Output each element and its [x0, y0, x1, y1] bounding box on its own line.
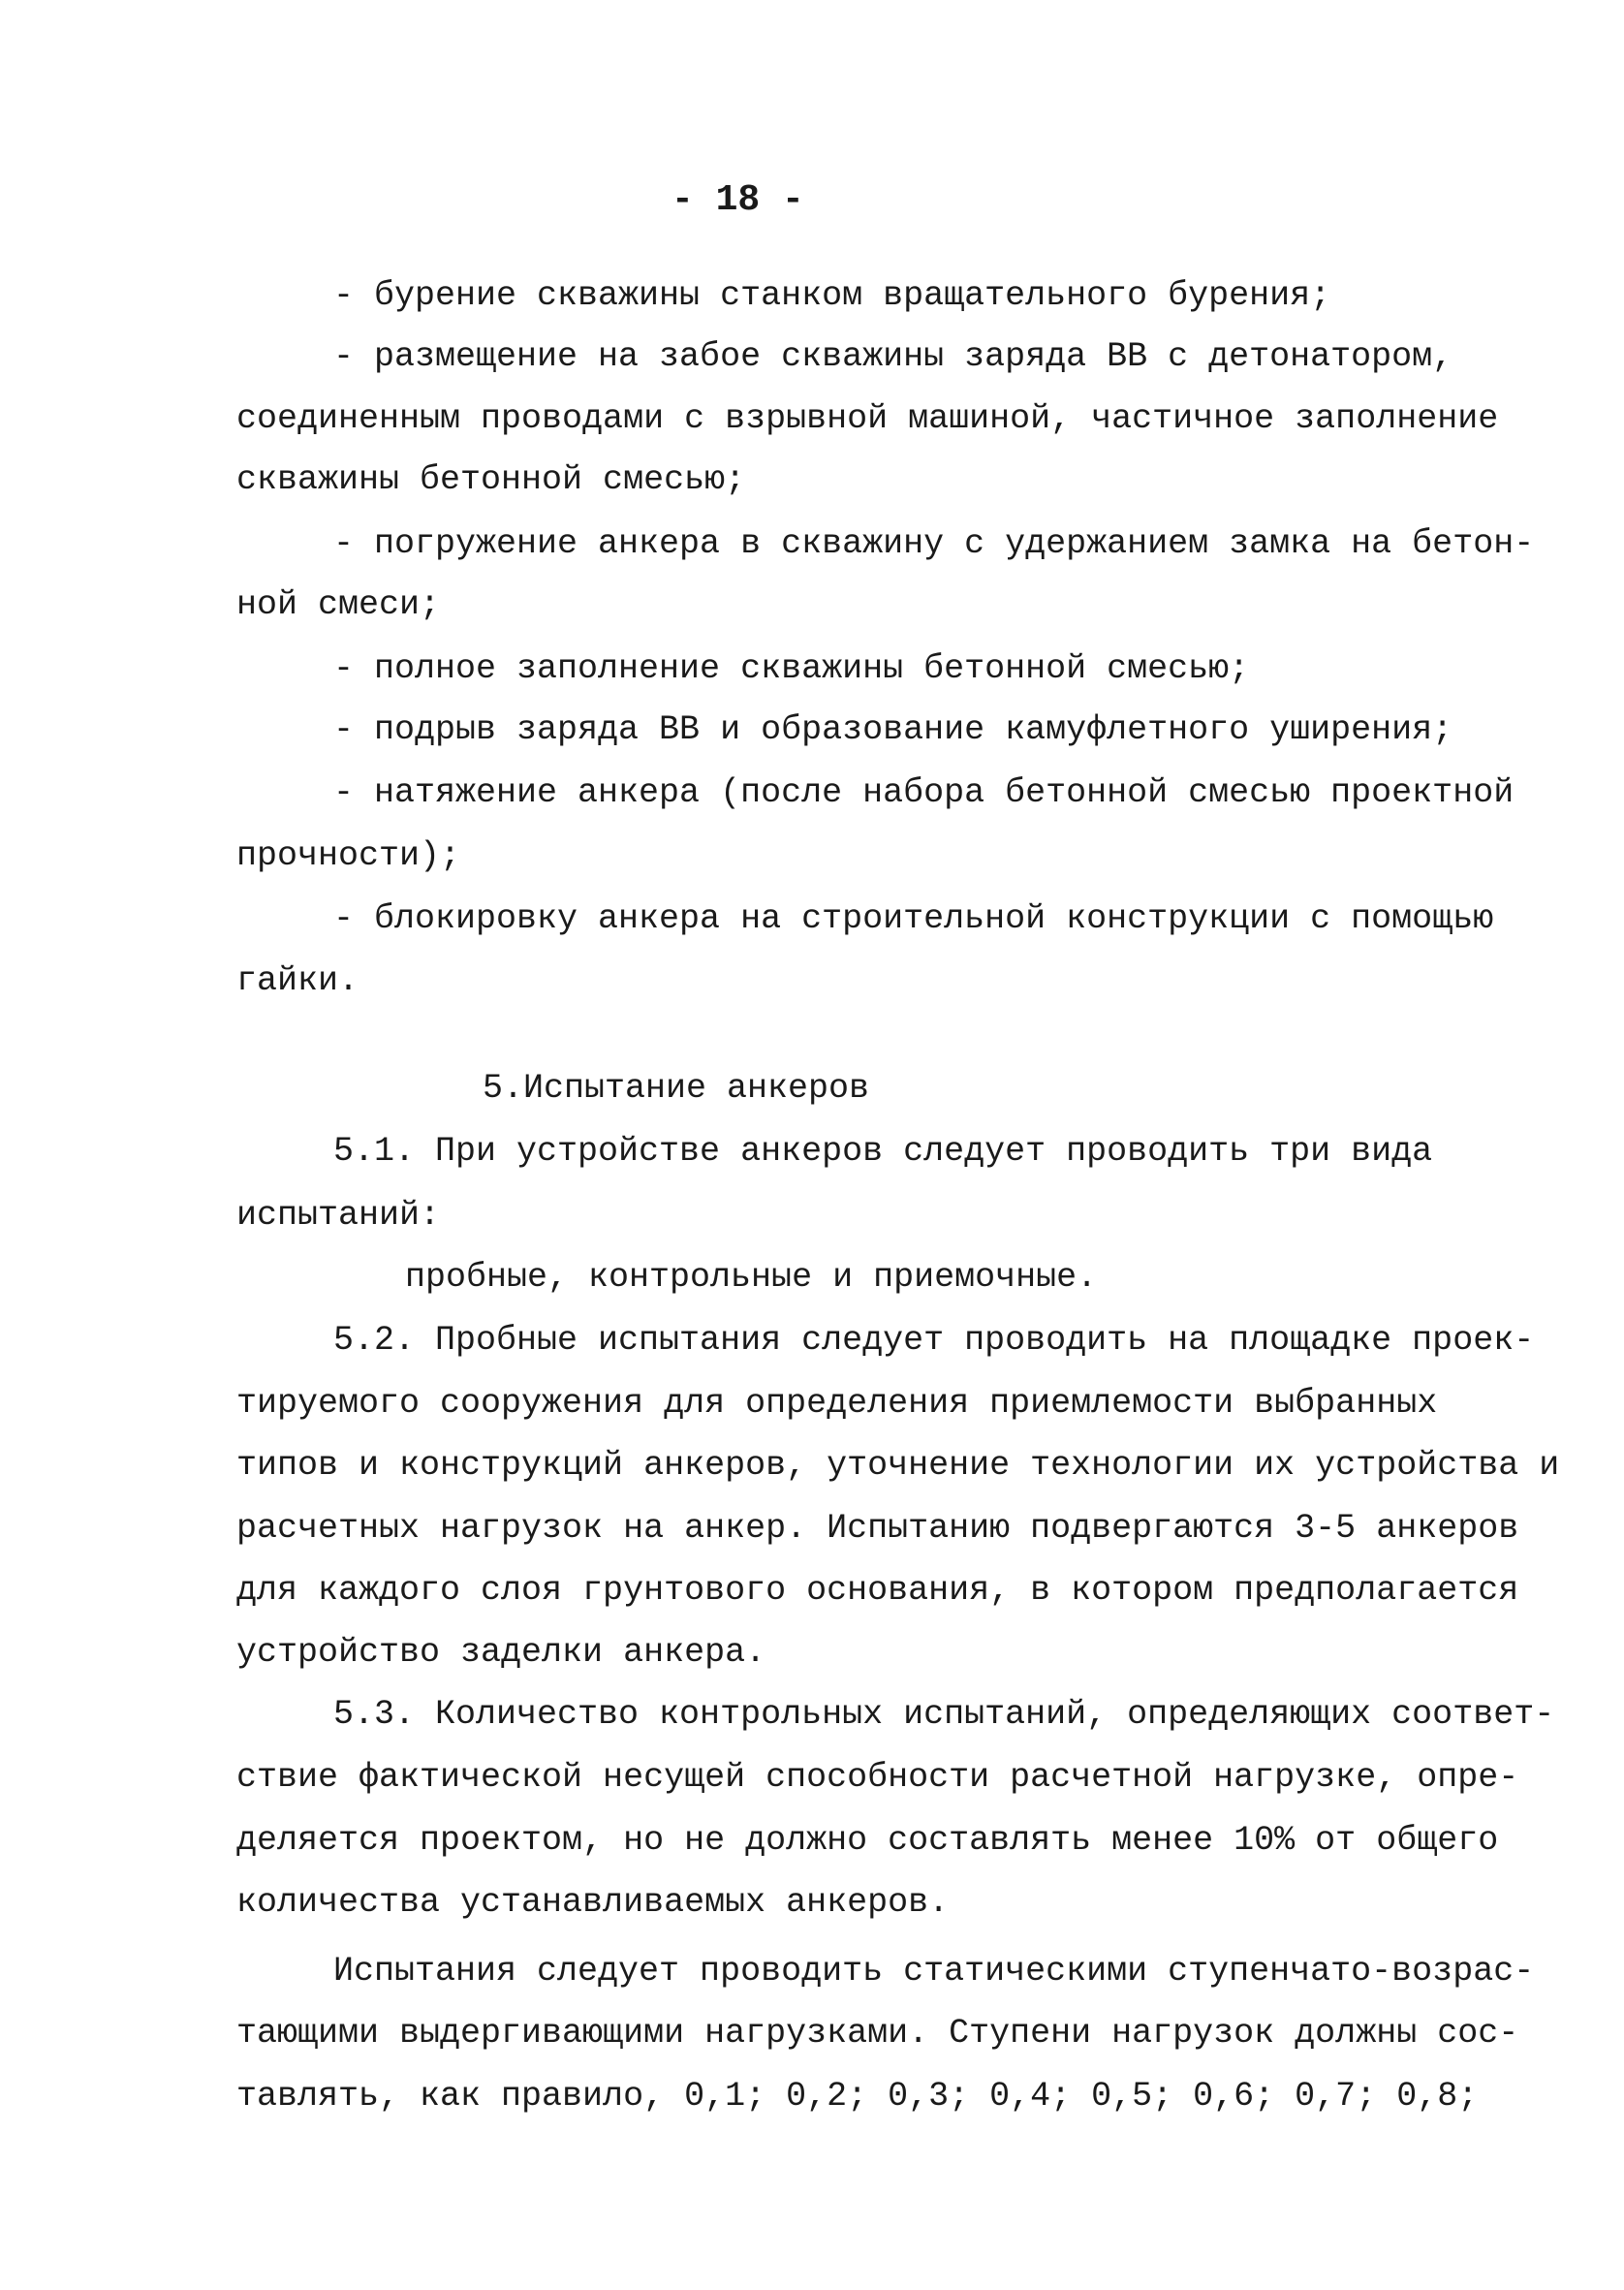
text-line: испытаний:: [236, 1196, 441, 1235]
text-line: - погружение анкера в скважину с удержанием замка на бетон-: [333, 524, 1535, 563]
text-line: - блокировку анкера на строительной конструкции с помощью: [333, 899, 1494, 938]
text-line: прочности);: [236, 836, 461, 875]
text-line: соединенным проводами с взрывной машиной, частичное заполнение: [236, 399, 1499, 438]
text-line: тающими выдергивающими нагрузками. Ступени нагрузок должны сос-: [236, 2014, 1519, 2053]
text-line: 5.3. Количество контрольных испытаний, определяющих соответ-: [333, 1695, 1555, 1734]
text-line: ной смеси;: [236, 585, 441, 624]
text-line: - бурение скважины станком вращательного бурения;: [333, 276, 1331, 315]
text-line: - подрыв заряда ВВ и образование камуфлетного уширения;: [333, 710, 1453, 749]
text-line: - натяжение анкера (после набора бетонной смесью проектной: [333, 773, 1515, 812]
text-line: - размещение на забое скважины заряда ВВ с детонатором,: [333, 337, 1453, 376]
text-line: 5.1. При устройстве анкеров следует проводить три вида: [333, 1132, 1433, 1171]
text-line: 5.2. Пробные испытания следует проводить на площадке проек-: [333, 1321, 1535, 1360]
text-line: скважины бетонной смесью;: [236, 460, 746, 499]
text-line: тируемого сооружения для определения приемлемости выбранных: [236, 1384, 1438, 1423]
section-heading: 5.Испытание анкеров: [483, 1069, 870, 1108]
text-line: типов и конструкций анкеров, уточнение технологии их устройства и: [236, 1446, 1560, 1485]
text-line: тавлять, как правило, 0,1; 0,2; 0,3; 0,4; 0,5; 0,6; 0,7; 0,8;: [236, 2077, 1479, 2116]
text-line: гайки.: [236, 961, 359, 1000]
page-number: - 18 -: [671, 179, 804, 221]
text-line: устройство заделки анкера.: [236, 1633, 766, 1672]
text-line: - полное заполнение скважины бетонной смесью;: [333, 649, 1250, 688]
text-line: деляется проектом, но не должно составлять менее 10% от общего: [236, 1821, 1499, 1860]
text-line: для каждого слоя грунтового основания, в котором предполагается: [236, 1571, 1519, 1610]
text-line: расчетных нагрузок на анкер. Испытанию подвергаются 3-5 анкеров: [236, 1509, 1519, 1548]
text-line: пробные, контрольные и приемочные.: [405, 1258, 1098, 1297]
text-line: количества устанавливаемых анкеров.: [236, 1883, 950, 1922]
text-line: Испытания следует проводить статическими ступенчато-возрас-: [333, 1952, 1535, 1991]
text-line: ствие фактической несущей способности расчетной нагрузке, опре-: [236, 1758, 1519, 1797]
